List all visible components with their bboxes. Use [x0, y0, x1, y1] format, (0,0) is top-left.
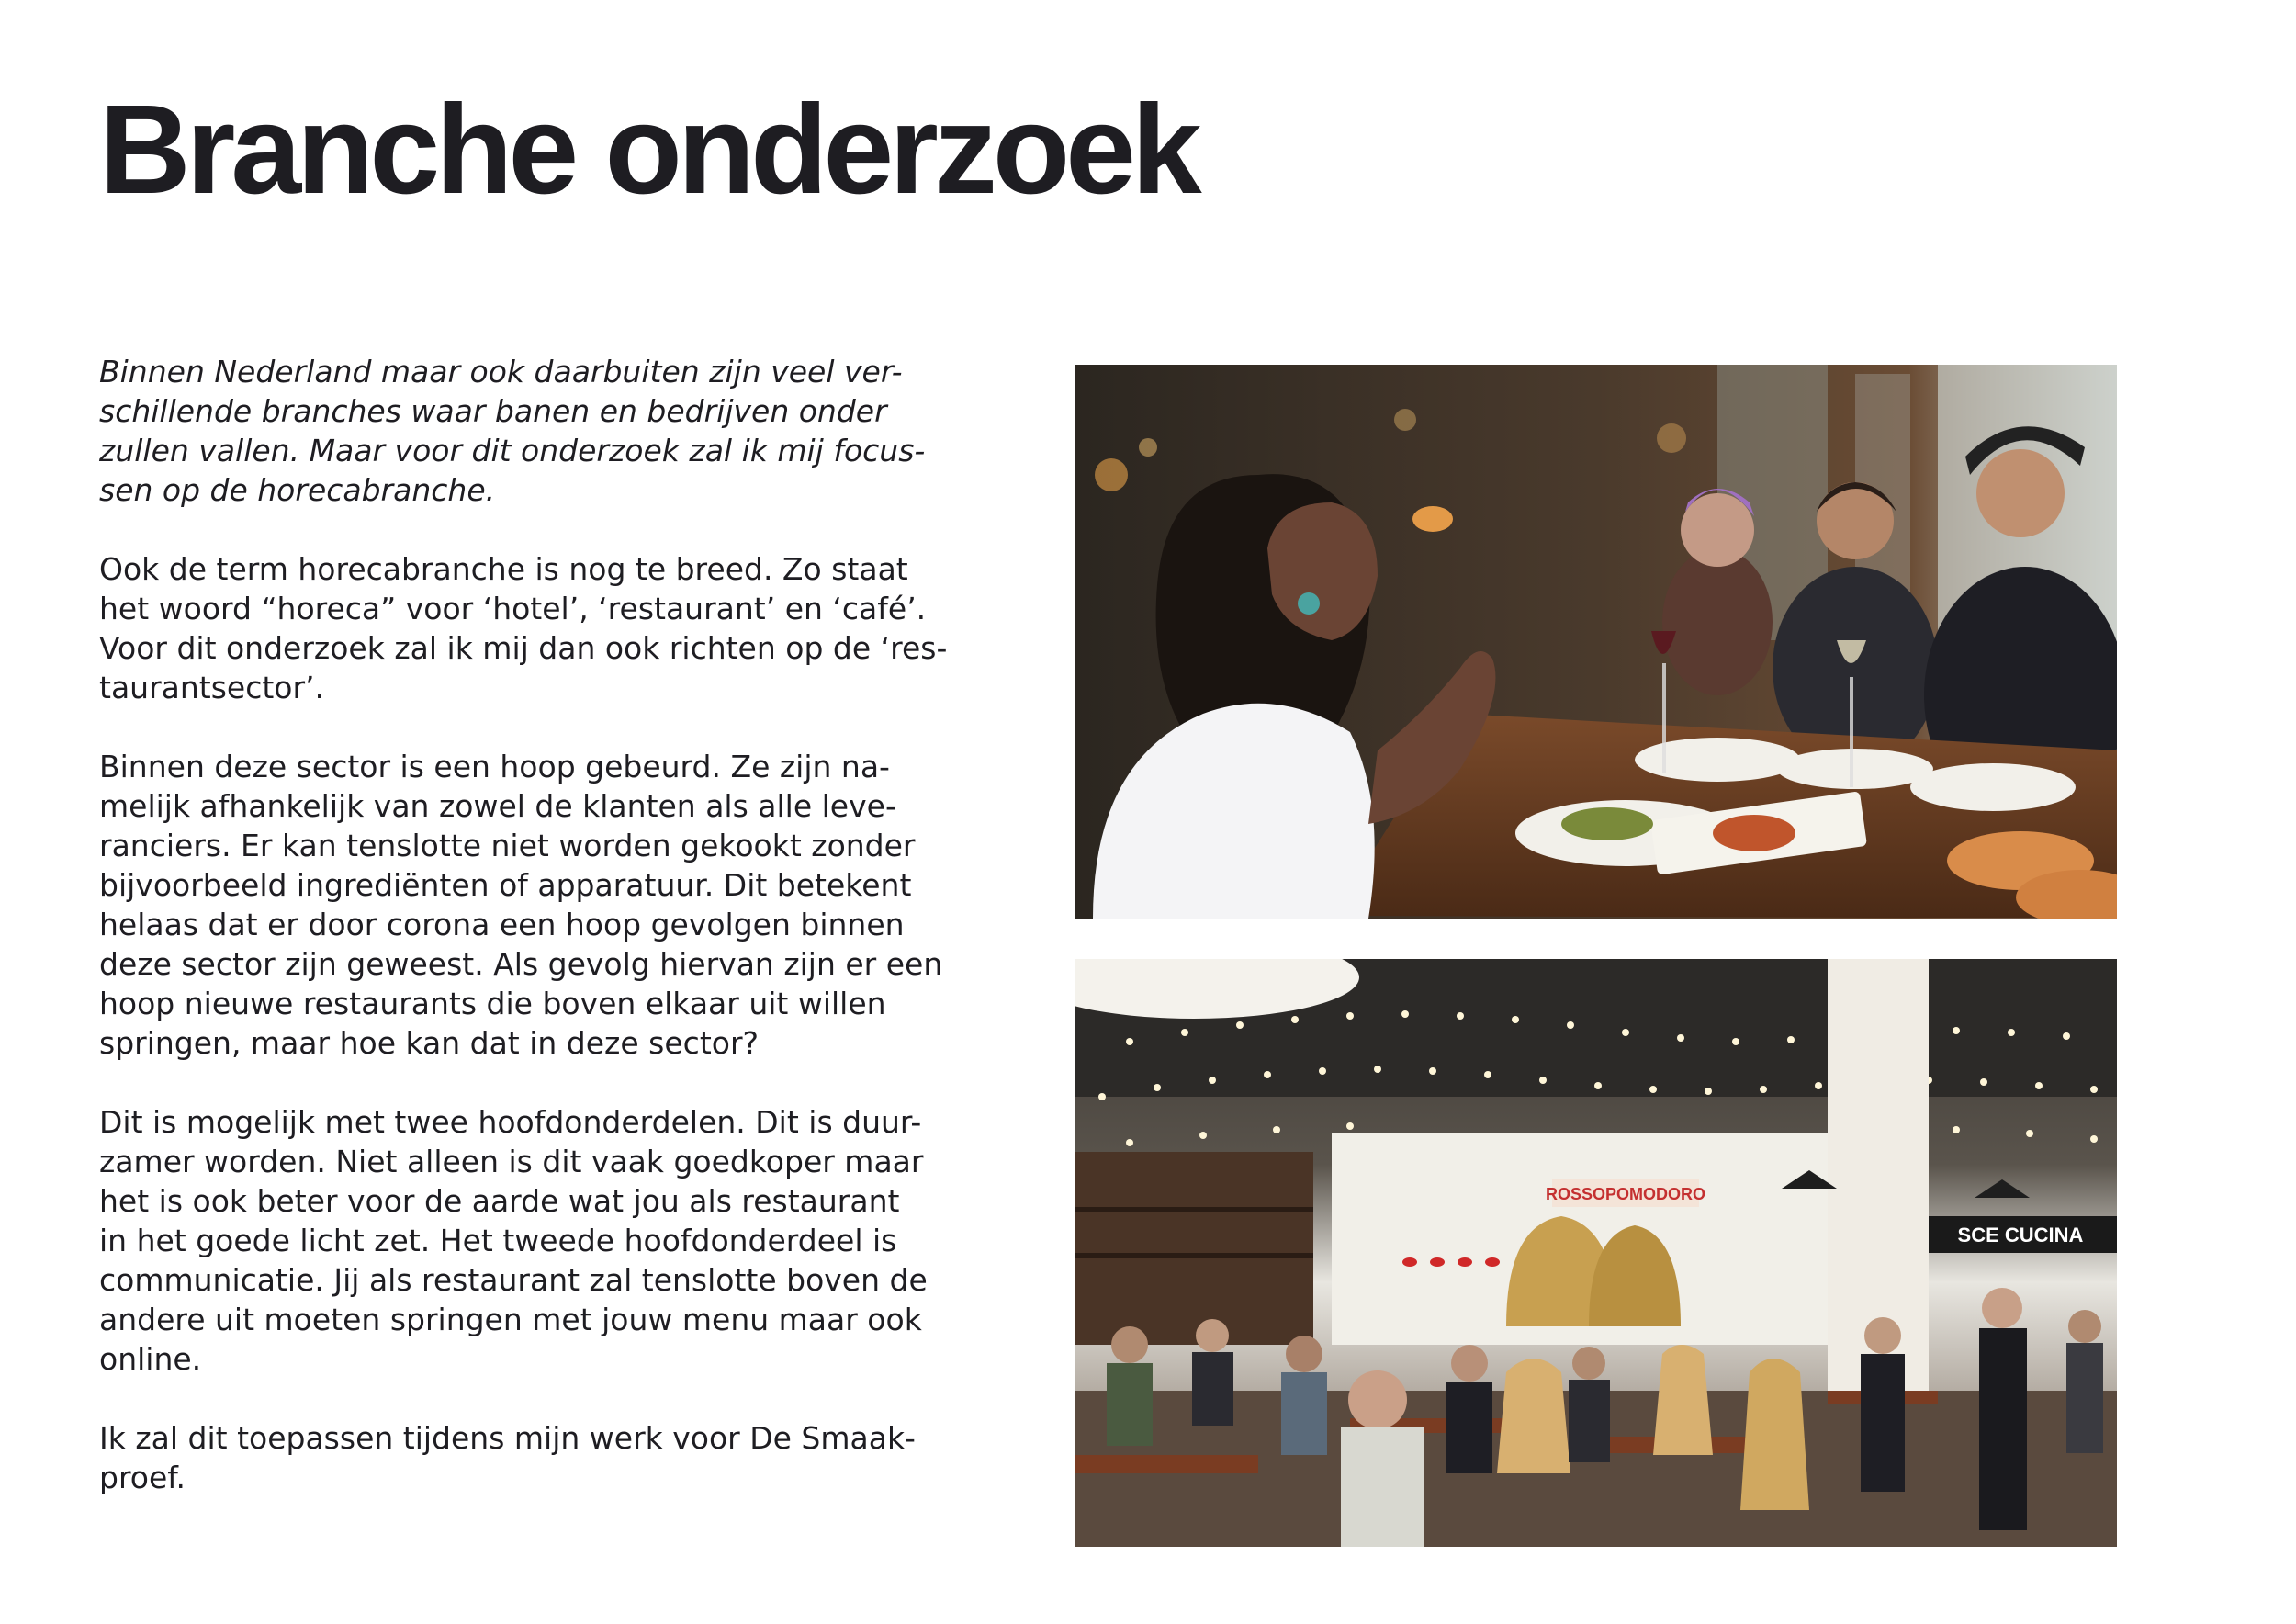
paragraph-application: Ik zal dit toepassen tijdens mijn werk voor De Smaak- proef.	[99, 1420, 916, 1495]
paragraph-main-parts: Dit is mogelijk met twee hoofdonderdelen. Dit is duur- zamer worden. Niet alleen is dit vaak goedkoper maar het is ook beter voor de aarde wat jou als restaurant in het goede licht zet. Het tweede hoofdonderdeel is communicatie. Jij als restaurant zal tenslotte boven de andere uit moeten springen met jouw menu maar ook online.	[99, 1104, 928, 1377]
body-text	[99, 352, 953, 1537]
restaurant-dining-photo	[1075, 365, 2117, 919]
restaurant-dining-illustration	[1075, 365, 2117, 919]
paragraph-horeca-term: Ook de term horecabranche is nog te breed. Zo staat het woord “horeca” voor ‘hotel’, ‘restaurant’ en ‘café’. Voor dit onderzoek zal ik mij dan ook richten op de ‘res- taurantsector’.	[99, 551, 948, 705]
paragraph-sector-impact: Binnen deze sector is een hoop gebeurd. Ze zijn na- melijk afhankelijk van zowel de klanten als alle leve- ranciers. Er kan tenslotte niet worden gekookt zonder bijvoorbeeld ingrediënten of apparatuur. Dit betekent helaas dat er door corona een hoop gevolgen binnen deze sector zijn geweest. Als gevolg hiervan zijn er een hoop nieuwe restaurants die boven elkaar uit willen springen, maar hoe kan dat in deze sector?	[99, 749, 943, 1061]
rossopomodoro-sign: ROSSOPOMODORO	[1545, 1185, 1706, 1203]
intro-paragraph: Binnen Nederland maar ook daarbuiten zijn veel ver- schillende branches waar banen en bedrijven onder zullen vallen. Maar voor dit onderzoek zal ik mij focus- sen op de horecabranche.	[99, 354, 926, 508]
food-hall-illustration	[1075, 959, 2117, 1547]
cucina-sign: SCE CUCINA	[1957, 1224, 2084, 1246]
page-title: Branche onderzoek	[99, 79, 1198, 220]
food-hall-photo	[1075, 959, 2117, 1547]
